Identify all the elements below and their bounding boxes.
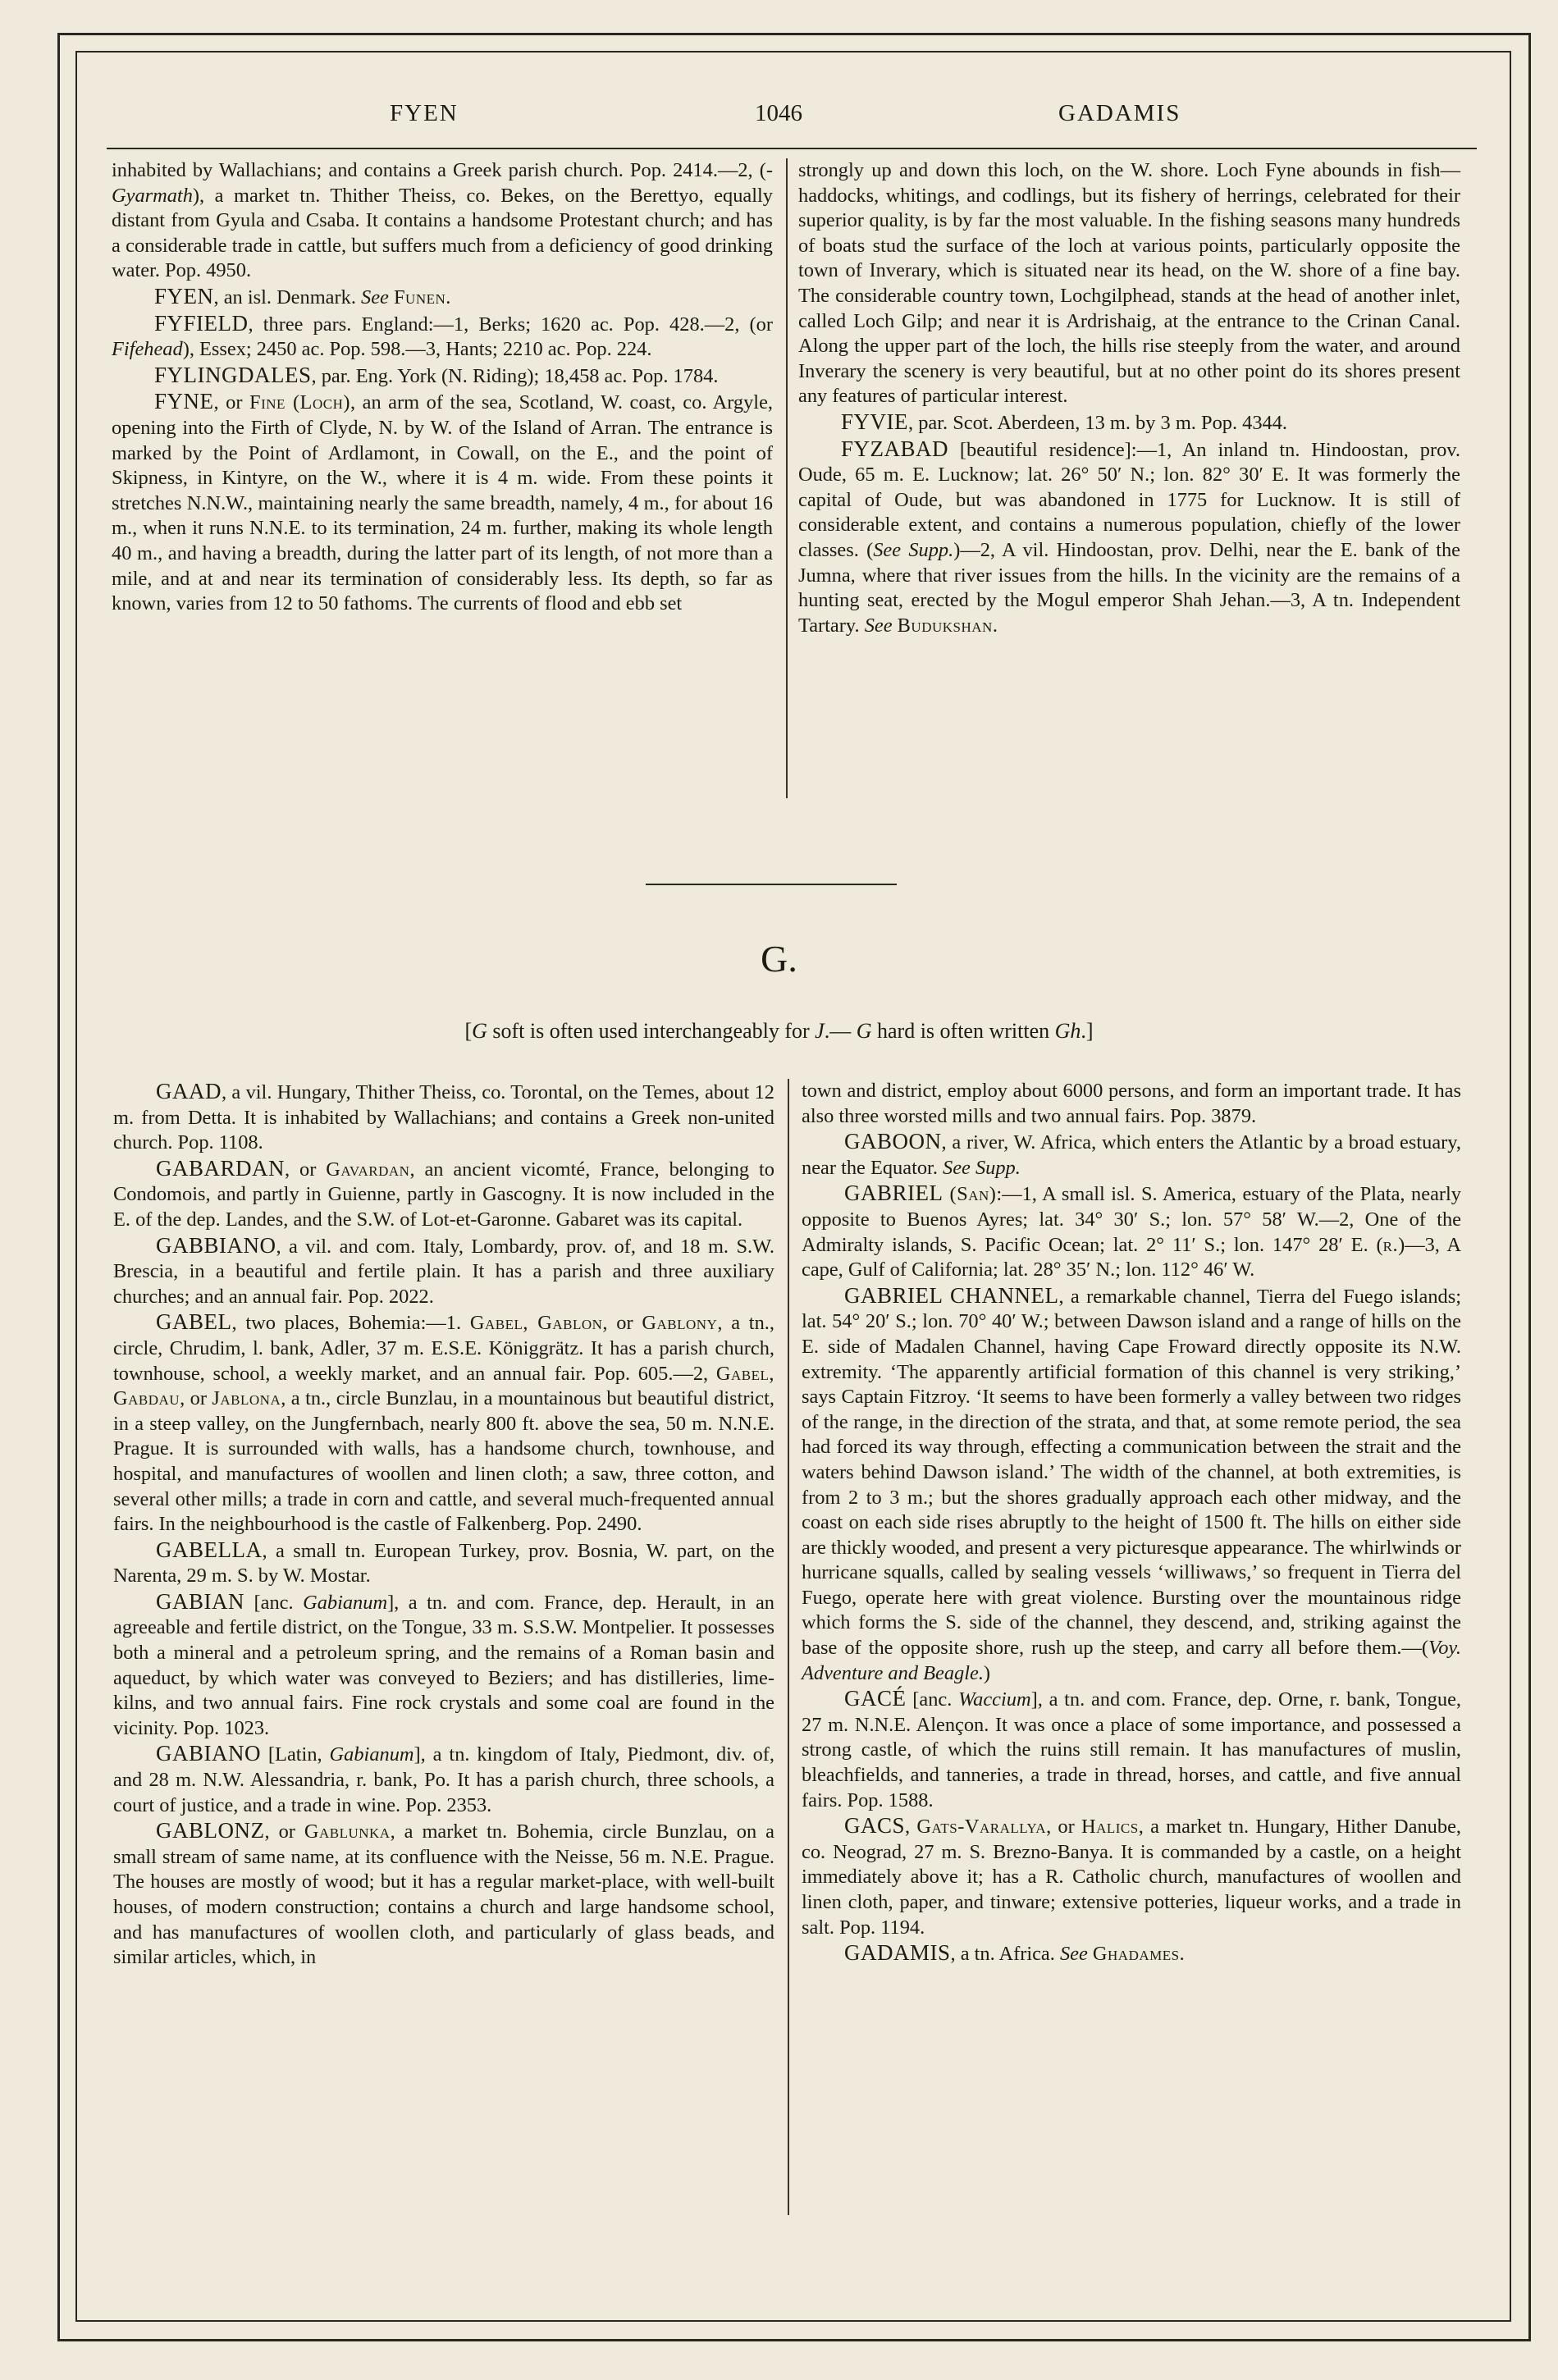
cross-reference: Budukshan. <box>897 614 998 637</box>
entry-fyen: FYEN, an isl. Denmark. See Funen. <box>154 283 451 308</box>
entry-continuation: inhabited by Wallachians; and contains a Greek parish church. Pop. 2414.—2, (-Gyarmath), a market tn. Thither Theiss, co. Bekes, on the Berettyo, equally distant from Gyula and Csaba. It contains a handsome Protestant church; and has a considerable trade in cattle, but suffers much from a deficiency of good drinking water. Pop. 4950. <box>112 159 773 282</box>
headword: GACS <box>844 1813 906 1839</box>
entry-fyvie: FYVIE, par. Scot. Aberdeen, 13 m. by 3 m. Pop. 4344. <box>841 409 1288 434</box>
entry-fyfield: FYFIELD, three pars. England:—1, Berks; 1620 ac. Pop. 428.—2, (or Fifehead), Essex; 2450 ac. Pop. 598.—3, Hants; 2210 ac. Pop. 224. <box>112 310 773 361</box>
top-right-column <box>798 158 1460 638</box>
bottom-right-column <box>802 1079 1461 1967</box>
headword: GABBIANO <box>156 1232 276 1258</box>
entry-continuation: strongly up and down this loch, on the W. shore. Loch Fyne abounds in fish—haddocks, whitings, and codlings, but its fishery of herrings, celebrated for their superior quality, is by far the most valuable. In the fishing seasons many hundreds of boats stud the surface of the loch at various points, particularly opposite the town of Inverary, which is situated near its head, on the W. shore of a fine bay. The considerable country town, Lochgilphead, stands at the head of another inlet, called Loch Gilp; and near it is Ardrishaig, at the entrance to the Crinan Canal. Along the upper part of the loch, the hills rise steeply from the water, and around Inverary the scenery is very beautiful, but at no other point do its shores present any features of particular interest. <box>798 159 1460 408</box>
headword: GABOON <box>844 1129 942 1154</box>
entry-gabriel-channel: GABRIEL CHANNEL, a remarkable channel, Tierra del Fuego islands; lat. 54° 20′ S.; lon. 70° 40′ W.; between Dawson island and a range of hills on the E. side of Madalen Channel, having Cape Froward directly opposite its N.W. extremity. ‘The apparently artificial formation of this channel is very striking,’ says Captain Fitzroy. ‘It seems to have been formerly a valley between two ridges of the range, in the direction of the strata, and that, at some remote period, the sea had forced its way through, effecting a communication between the strait and the waters behind Dawson island.’ The width of the channel, at both extremities, is from 2 to 3 m.; but the shores gradually approach each other midway, and the coast on each side rises abruptly to the height of 1500 ft. The hills on either side are thickly wooded, and present a very picturesque appearance. The whirlwinds or hurricane squalls, called by sealing vessels ‘williwaws,’ so frequent in Tierra del Fuego, operate here with great violence. Bursting over the mountainous ridge which forms the S. side of the channel, they descend, and, striking against the base of the opposite shore, rush up the steep, and carry all before them.—(Voy. Adventure and Beagle.) <box>802 1282 1462 1684</box>
entry-gablonz: GABLONZ, or Gablunka, a market tn. Bohemia, circle Bunzlau, on a small stream of same name, at its confluence with the Neisse, 56 m. N.E. Prague. The houses are mostly of wood; but it has a regular market-place, with well-built houses, of modern construction; contains a church and large handsome school, and has manufactures of woollen cloth, and particularly of glass beads, and similar articles, which, in <box>113 1818 774 1969</box>
entry-gabriel: GABRIEL (San):—1, A small isl. S. America, estuary of the Plata, nearly opposite to Buenos Ayres; lat. 34° 30′ S.; lon. 57° 58′ W.—2, One of the Admiralty islands, S. Pacific Ocean; lat. 2° 11′ S.; lon. 147° 28′ E. (r.)—3, A cape, Gulf of California; lat. 28° 35′ N.; lon. 112° 46′ W. <box>802 1181 1462 1281</box>
headword: GABLONZ <box>156 1818 265 1843</box>
headword: FYVIE <box>841 409 908 434</box>
headword: GADAMIS <box>844 1940 951 1966</box>
headword: GABRIEL <box>844 1181 943 1206</box>
entry-gabiano: GABIANO [Latin, Gabianum], a tn. kingdom of Italy, Piedmont, div. of, and 28 m. N.W. Alessandria, r. bank, Po. It has a parish church, three schools, a court of justice, and a trade in wine. Pop. 2353. <box>113 1741 774 1816</box>
running-header <box>107 100 1477 135</box>
headword: FYEN <box>154 283 214 308</box>
entry-gabian: GABIAN [anc. Gabianum], a tn. and com. France, dep. Herault, in an agreeable and fertile district, on the Tongue, 33 m. S.S.W. Montpelier. It possesses both a mineral and a petroleum spring, and the remains of a Roman basin and aqueduct, by which water was conveyed to Beziers; and has distilleries, lime-kilns, and two annual fairs. Fine rock crystals and some coal are found in the vicinity. Pop. 1023. <box>113 1588 774 1739</box>
section-rule <box>646 884 897 885</box>
entry-fyne: FYNE, or Fine (Loch), an arm of the sea, Scotland, W. coast, co. Argyle, opening into the Firth of Clyde, N. by W. of the Island of Arran. The entrance is marked by the Point of Ardlamont, in Cowall, on the E., and the point of Skipness, in Kintyre, on the W., where it is 4 m. wide. From these points it stretches N.N.W., maintaining nearly the same breadth, namely, 4 m., for about 16 m., when it runs N.N.E. to its termination, 24 m. further, making its whole length 40 m., and having a breadth, during the latter part of its length, of not more than a mile, and at and near its termination of considerably less. Its depth, so far as known, varies from 12 to 50 fathoms. The currents of flood and ebb set <box>112 389 773 615</box>
headword: GAAD <box>156 1079 222 1103</box>
headword: FYLINGDALES <box>154 362 312 387</box>
entry-fylingdales: FYLINGDALES, par. Eng. York (N. Riding); 18,458 ac. Pop. 1784. <box>154 362 719 387</box>
bottom-left-column <box>113 1079 774 1971</box>
page-number: 1046 <box>755 100 802 126</box>
entry-gacs: GACS, Gats-Varallya, or Halics, a market tn. Hungary, Hither Danube, co. Neograd, 27 m. S. Brezno-Banya. It is commanded by a castle, on a height immediately above it; has a R. Catholic church, manufactures of woollen and linen cloth, paper, and tinware; extensive potteries, liqueur works, and a trade in salt. Pop. 1194. <box>802 1813 1461 1939</box>
entry-gabardan: GABARDAN, or Gavardan, an ancient vicomté, France, belonging to Condomois, and partly in Guienne, partly in Gascogny. It is now included in the E. of the dep. Landes, and the S.W. of Lot-et-Garonne. Gabaret was its capital. <box>113 1155 774 1231</box>
top-left-column <box>112 158 773 617</box>
cross-reference: Ghadames. <box>1092 1943 1186 1966</box>
headword: GABRIEL CHANNEL <box>844 1282 1059 1308</box>
cross-reference: Funen <box>393 286 446 308</box>
column-divider-bottom <box>788 1079 789 2215</box>
headword: GABELLA <box>156 1537 263 1562</box>
headword: FYZABAD <box>841 436 949 461</box>
section-note: [G soft is often used interchangeably for J.— G hard is often written Gh.] <box>464 1019 1094 1043</box>
entry-gabbiano: GABBIANO, a vil. and com. Italy, Lombardy, prov. of, and 18 m. S.W. Brescia, in a beautiful and fertile plain. It has a parish and three auxiliary churches; and an annual fair. Pop. 2022. <box>113 1232 774 1308</box>
entry-fyzabad: FYZABAD [beautiful residence]:—1, An inland tn. Hindoostan, prov. Oude, 65 m. E. Lucknow; lat. 26° 50′ N.; lon. 82° 30′ E. It was formerly the capital of Oude, but was abandoned in 1775 for Lucknow. It is still of considerable extent, and contains a numerous population, chiefly of the lower classes. (See Supp.)—2, A vil. Hindoostan, prov. Delhi, near the E. bank of the Jumna, where that river issues from the hills. In the vicinity are the remains of a hunting seat, erected by the Mogul emperor Shah Jehan.—3, A tn. Independent Tartary. See Budukshan. <box>798 436 1461 637</box>
entry-gaboon: GABOON, a river, W. Africa, which enters the Atlantic by a broad estuary, near the Equator. See Supp. <box>802 1129 1461 1179</box>
headword: GACÉ <box>844 1686 907 1711</box>
column-divider-top <box>786 158 788 798</box>
entry-gabel: GABEL, two places, Bohemia:—1. Gabel, Gablon, or Gablony, a tn., circle, Chrudim, l. bank, Adler, 37 m. E.S.E. Königgrätz. It has a parish church, townhouse, school, a weekly market, and an annual fair. Pop. 605.—2, Gabel, Gabdau, or Jablona, a tn., circle Bunzlau, in a mountainous but beautiful district, in a steep valley, on the Jungfernbach, nearly 800 ft. above the sea, 50 m. N.N.E. Prague. It is surrounded with walls, has a handsome church, townhouse, and hospital, and manufactures of woollen and linen cloth; a saw, three cotton, and several other mills; a trade in corn and cattle, and several much-frequented annual fairs. In the neighbourhood is the castle of Falkenberg. Pop. 2490. <box>113 1309 774 1536</box>
entry-gaad: GAAD, a vil. Hungary, Thither Theiss, co. Torontal, on the Temes, about 12 m. from Detta. It is inhabited by Wallachians; and contains a Greek non-united church. Pop. 1108. <box>113 1079 774 1154</box>
entry-gabella: GABELLA, a small tn. European Turkey, prov. Bosnia, W. part, on the Narenta, 29 m. S. by W. Mostar. <box>113 1537 774 1587</box>
entry-gadamis: GADAMIS, a tn. Africa. See Ghadames. <box>844 1940 1186 1966</box>
headword: GABIANO <box>156 1741 261 1766</box>
section-letter: G. <box>761 938 797 980</box>
entry-continuation: town and district, employ about 6000 persons, and form an important trade. It has also three worsted mills and two annual fairs. Pop. 3879. <box>802 1080 1461 1127</box>
header-right-word: GADAMIS <box>1058 100 1181 126</box>
entry-gace: GACÉ [anc. Waccium], a tn. and com. France, dep. Orne, r. bank, Tongue, 27 m. N.N.E. Alençon. It was once a place of some importance, and possessed a strong castle, of which the ruins still remain. It has manufactures of muslin, bleachfields, and tanneries, a trade in thread, horses, and cattle, and five annual fairs. Pop. 1588. <box>802 1686 1461 1811</box>
header-left-word: FYEN <box>390 100 459 126</box>
headword: FYNE <box>154 389 214 414</box>
header-rule <box>107 148 1477 149</box>
headword: GABARDAN <box>156 1155 286 1181</box>
headword: FYFIELD <box>154 310 249 336</box>
headword: GABEL <box>156 1309 232 1335</box>
headword: GABIAN <box>156 1588 244 1614</box>
